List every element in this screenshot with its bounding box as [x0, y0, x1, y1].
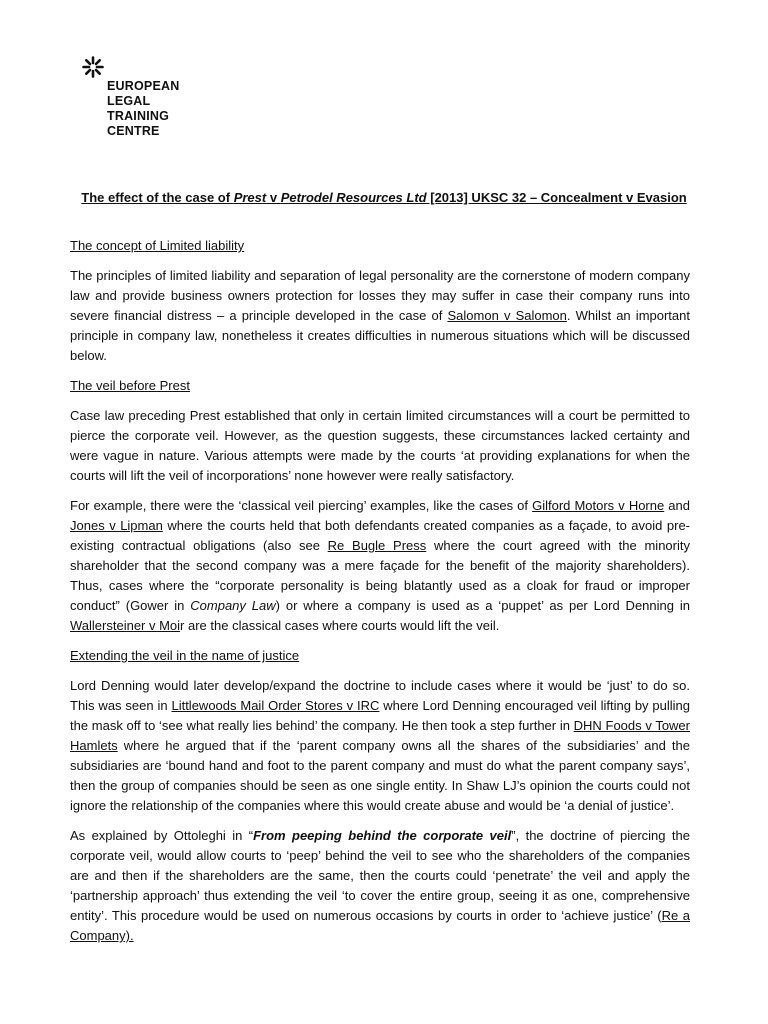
title-text: [2013] UKSC 32 – Concealment v Evasion	[426, 190, 687, 205]
logo-line: TRAINING	[107, 109, 170, 123]
section-heading-veil-before-prest: The veil before Prest	[70, 378, 190, 393]
case-reference: Re a Company).	[70, 908, 690, 943]
logo-line: CENTRE	[107, 124, 160, 138]
section-heading-limited-liability: The concept of Limited liability	[70, 238, 245, 253]
case-reference: Jones v Lipman	[70, 518, 163, 533]
case-reference: Salomon v Salomon	[447, 308, 567, 323]
document-body	[70, 236, 690, 956]
title-text: The effect of the case of	[81, 190, 234, 205]
case-reference: DHN Foods v Tower Hamlets	[70, 718, 690, 753]
document-title	[0, 190, 768, 205]
paragraph: Lord Denning would later develop/expand the doctrine to include cases where it would be ‘just’ to do so. This was seen in Littlewoods Mail Order Stores v IRC where Lord Denning encouraged veil lifting by pulling the mask off to ‘see what really lies behind’ the company. He then took a step further in DHN Foods v Tower Hamlets where he argued that if the ‘parent company owns all the shares of the subsidiaries’ and the subsidiaries are ‘bound hand and foot to the parent company and must do what the parent company says’, then the group of companies should be seen as one single entity. In Shaw LJ’s opinion the courts could not ignore the relationship of the companies where this would create abuse and would be ‘a denial of justice’.	[70, 678, 691, 813]
paragraph: For example, there were the ‘classical veil piercing’ examples, like the cases of Gilford Motors v Horne and Jones v Lipman where the courts held that both defendants created companies as a façade, to avoid pre-existing contractual obligations (also see Re Bugle Press where the court agreed with the minority shareholder that the second company was a mere façade for the benefit of the majority shareholders). Thus, cases where the “corporate personality is being blatantly used as a cloak for fraud or improper conduct” (Gower in Company Law) or where a company is used as a ‘puppet’ as per Lord Denning in Wallersteiner v Moir are the classical cases where courts would lift the veil.	[70, 498, 690, 633]
case-reference: Gilford Motors v Horne	[532, 498, 665, 513]
logo-wordmark	[107, 79, 267, 139]
case-reference: Re Bugle Press	[327, 538, 427, 553]
case-reference: Wallersteiner v Moi	[70, 618, 181, 633]
logo-line: LEGAL	[107, 94, 151, 108]
starburst-logo-icon	[82, 56, 104, 78]
title-case-name: Prest	[233, 190, 267, 205]
book-title: Company Law	[190, 598, 276, 613]
title-text: v	[266, 190, 281, 205]
case-reference: Littlewoods Mail Order Stores v IRC	[171, 698, 380, 713]
paragraph: As explained by Ottoleghi in “From peeping behind the corporate veil”, the doctrine of piercing the corporate veil, would allow courts to ‘peep’ behind the veil to see who the shareholders of the companies are and then if the shareholders are the same, then the courts could ‘penetrate’ the veil and apply the ‘partnership approach’ thus extending the veil ‘to cover the entire group, seeing it as one, comprehensive entity’. This procedure would be used on numerous occasions by courts in order to ‘achieve justice’ (Re a Company).	[70, 828, 690, 943]
section-heading-extending-veil: Extending the veil in the name of justice	[70, 648, 300, 663]
paragraph: The principles of limited liability and separation of legal personality are the cornerstone of modern company law and provide business owners protection for losses they may suffer in case their company runs into severe financial distress – a principle developed in the case of Salomon v Salomon. Whilst an important principle in company law, nonetheless it creates difficulties in numerous situations which will be discussed below.	[70, 268, 690, 363]
paragraph: Case law preceding Prest established that only in certain limited circumstances will a court be permitted to pierce the corporate veil. However, as the question suggests, these circumstances lacked certainty and were vague in nature. Various attempts were made by the courts ‘at providing explanations for when the courts will lift the veil of incorporations’ none however were really satisfactory.	[70, 408, 690, 483]
title-case-name: Petrodel Resources Ltd	[280, 190, 427, 205]
article-title: From peeping behind the corporate veil	[253, 828, 512, 843]
logo-line: EUROPEAN	[107, 79, 180, 93]
